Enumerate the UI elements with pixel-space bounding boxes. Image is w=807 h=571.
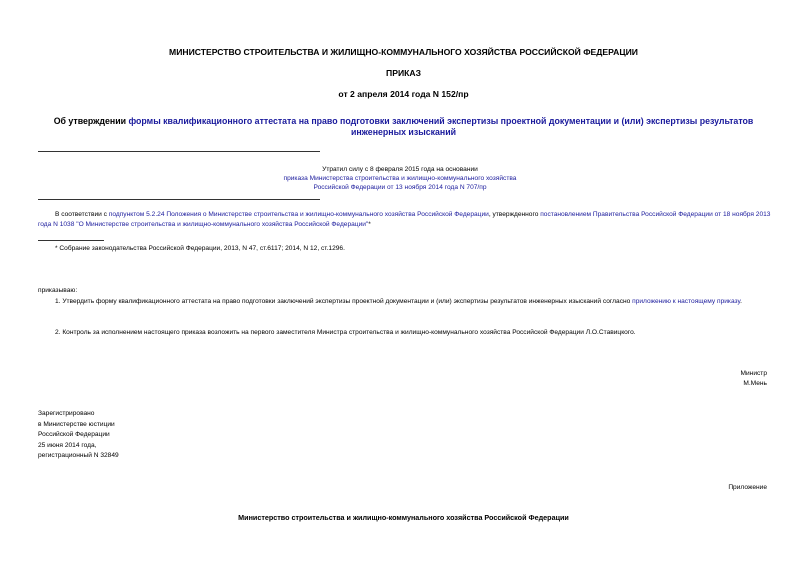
- status-note-text: Утратил силу с 8 февраля 2015 года на основании: [322, 166, 478, 173]
- preamble-paragraph: [38, 210, 773, 229]
- preamble-text: В соответствии с: [55, 211, 109, 218]
- appendix-link[interactable]: приложению к настоящему приказу: [632, 298, 741, 305]
- divider: [38, 151, 320, 152]
- item-text: .: [740, 298, 742, 305]
- appendix-heading: Министерство строительства и жилищно-коммунального хозяйства Российской Федерации: [238, 513, 569, 522]
- item-text: 1. Утвердить форму квалификационного аттестата на право подготовки заключений экспертизы проектной документации и (или) экспертизы результатов инженерных изысканий согласно: [55, 298, 633, 305]
- registration-line: в Министерстве юстиции: [38, 420, 115, 428]
- registration-line: 25 июня 2014 года,: [38, 441, 97, 449]
- footnote-divider: [38, 240, 104, 241]
- order-word: приказываю:: [38, 287, 78, 294]
- document-type: ПРИКАЗ: [386, 68, 421, 78]
- government-decree-link[interactable]: постановлением Правительства Российской Федерации от 18 ноября 2013 года N 1038 "О Министерстве строительства и жилищно-коммунального хозяйства Российской Федерации": [38, 211, 771, 228]
- footnote-marker: *: [368, 220, 371, 228]
- footnote: * Собрание законодательства Российской Федерации, 2013, N 47, ст.6117; 2014, N 12, ст.1296.: [55, 245, 345, 252]
- status-note: [190, 165, 610, 192]
- preamble-text: , утвержденного: [488, 211, 541, 218]
- signatory-position: Министр: [740, 370, 767, 377]
- registration-block: [38, 409, 119, 462]
- appendix-label: Приложение: [728, 484, 767, 491]
- signatory-name: М.Мень: [743, 380, 767, 387]
- regulation-link[interactable]: подпунктом 5.2.24 Положения о Министерстве строительства и жилищно-коммунального хозяйства Российской Федерации: [108, 211, 489, 218]
- ministry-heading: МИНИСТЕРСТВО СТРОИТЕЛЬСТВА И ЖИЛИЩНО-КОММУНАЛЬНОГО ХОЗЯЙСТВА РОССИЙСКОЙ ФЕДЕРАЦИИ: [169, 47, 638, 57]
- registration-line: Российской Федерации: [38, 431, 110, 438]
- status-note-link-line1[interactable]: приказа Министерства строительства и жилищно-коммунального хозяйства: [283, 175, 517, 182]
- order-item-1: [38, 297, 773, 307]
- document-date-number: от 2 апреля 2014 года N 152/пр: [338, 89, 469, 99]
- title-form-link[interactable]: формы квалификационного аттестата на право подготовки заключений экспертизы проектной документации и (или) экспертизы результатов инженерных изысканий: [128, 116, 754, 137]
- order-item-2: 2. Контроль за исполнением настоящего приказа возложить на первого заместителя Министра строительства и жилищно-коммунального хозяйства Российской Федерации Л.О.Ставицкого.: [55, 329, 636, 336]
- title-prefix: Об утверждении: [53, 116, 129, 126]
- status-note-link-line2[interactable]: Российской Федерации от 13 ноября 2014 года N 707/пр: [313, 184, 487, 191]
- divider: [38, 199, 320, 200]
- document-title: [45, 116, 762, 138]
- registration-line: Зарегистрировано: [38, 410, 95, 417]
- registration-line: регистрационный N 32849: [38, 452, 119, 459]
